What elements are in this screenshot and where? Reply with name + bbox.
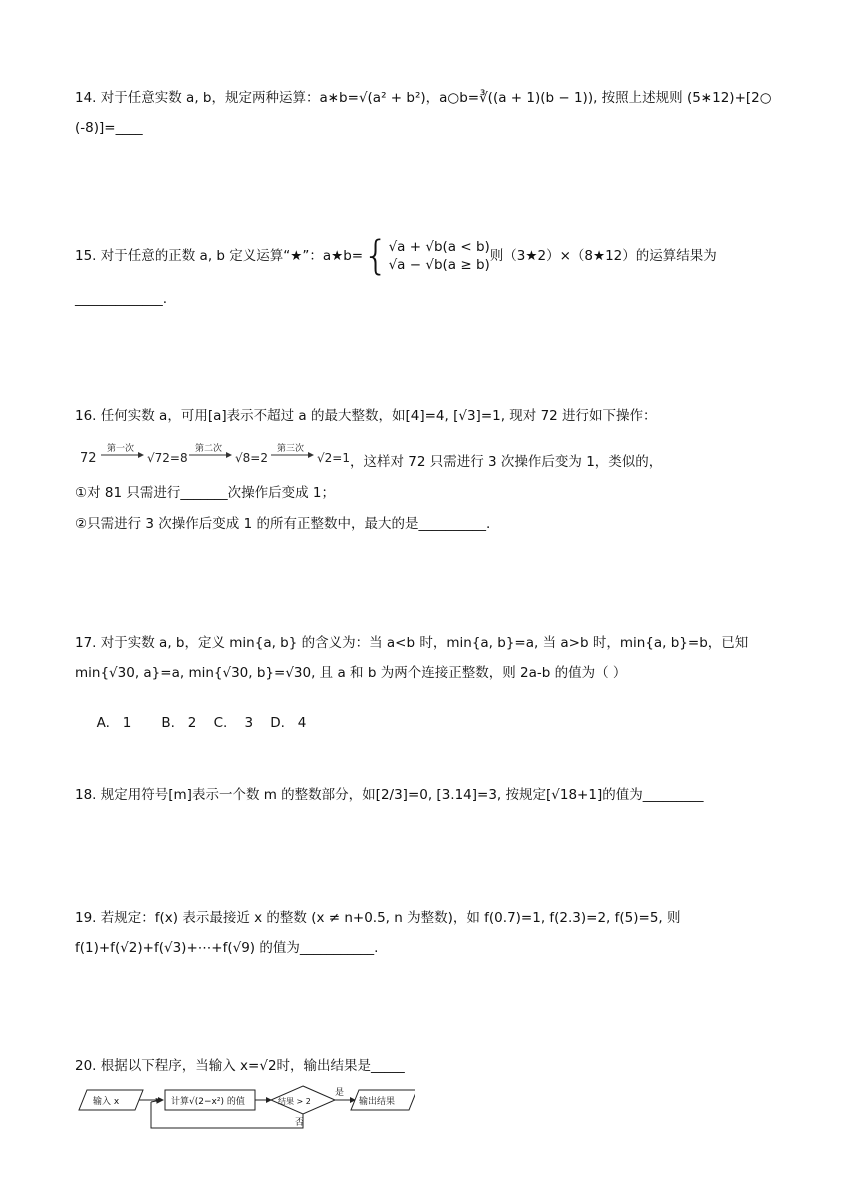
chain-step1: 第一次 [107, 444, 135, 454]
q16-item1: ①对 81 只需进行_______次操作后变成 1； [75, 485, 335, 501]
brace-icon: { [363, 233, 389, 279]
q15-case1: √a + √b(a < b) [388, 239, 490, 255]
flow-input: 输入 x [93, 1097, 120, 1107]
q16-line1: 16. 任何实数 a，可用[a]表示不超过 a 的最大整数，如[4]=4, [√3]=1, 现对 72 进行如下操作： [75, 408, 657, 424]
q16-item2: ②只需进行 3 次操作后变成 1 的所有正整数中，最大的是__________. [75, 516, 491, 532]
q15-case2: √a − √b(a ≥ b) [388, 257, 490, 273]
q17-line1: 17. 对于实数 a, b，定义 min{a, b} 的含义为：当 a<b 时，min{a, b}=a, 当 a>b 时，min{a, b}=b，已知 [75, 635, 749, 651]
q15-cases [389, 238, 490, 274]
q14-line2: (-8)]=____ [75, 120, 143, 136]
q14-line1: 14. 对于任意实数 a, b，规定两种运算：a∗b=√(a² + b²)，a○b=∛((a + 1)(b − 1)), 按照上述规则 (5∗12)+[2○ [75, 90, 772, 106]
chain-72: 72 [80, 451, 97, 466]
q19-line2: f(1)+f(√2)+f(√3)+⋯+f(√9) 的值为___________. [75, 940, 379, 956]
q19-line1: 19. 若规定：f(x) 表示最接近 x 的整数 (x ≠ n+0.5, n 为整数)，如 f(0.7)=1, f(2.3)=2, f(5)=5, 则 [75, 910, 681, 926]
q20-flowchart [75, 1083, 415, 1133]
q16-operation-chain [75, 440, 365, 472]
flow-compute: 计算√(2−x²) 的值 [171, 1097, 245, 1107]
flow-yes: 是 [335, 1088, 345, 1098]
chain-step3: 第三次 [277, 444, 305, 454]
q15-line2: _____________. [75, 291, 168, 307]
q16-chain-suffix: ，这样对 72 只需进行 3 次操作后变为 1，类似的， [350, 454, 663, 470]
q20-line1: 20. 根据以下程序，当输入 x=√2时，输出结果是_____ [75, 1058, 405, 1074]
chain-step2: 第二次 [195, 444, 223, 454]
chain-r2: √8=2 [235, 451, 268, 465]
q15-line1: 15. 对于任意的正数 a, b 定义运算“★”：a★b={√a + √b(a < b) √a − √b(a ≥ b)则（3★2）×（8★12）的运算结果为 [75, 233, 717, 279]
chain-r3: √2=1 [317, 451, 350, 465]
flow-decision: 结果 > 2 [278, 1097, 311, 1106]
q18-line1: 18. 规定用符号[m]表示一个数 m 的整数部分，如[2/3]=0, [3.14]=3, 按规定[√18+1]的值为_________ [75, 787, 704, 803]
flow-output: 输出结果 [359, 1097, 396, 1107]
chain-r1: √72=8 [147, 451, 188, 465]
flow-no: 否 [295, 1118, 305, 1128]
q17-line2: min{√30, a}=a, min{√30, b}=√30, 且 a 和 b 为两个连接正整数，则 2a-b 的值为（ ） [75, 665, 627, 681]
q17-options: A. 1 B. 2 C. 3 D. 4 [96, 715, 307, 731]
